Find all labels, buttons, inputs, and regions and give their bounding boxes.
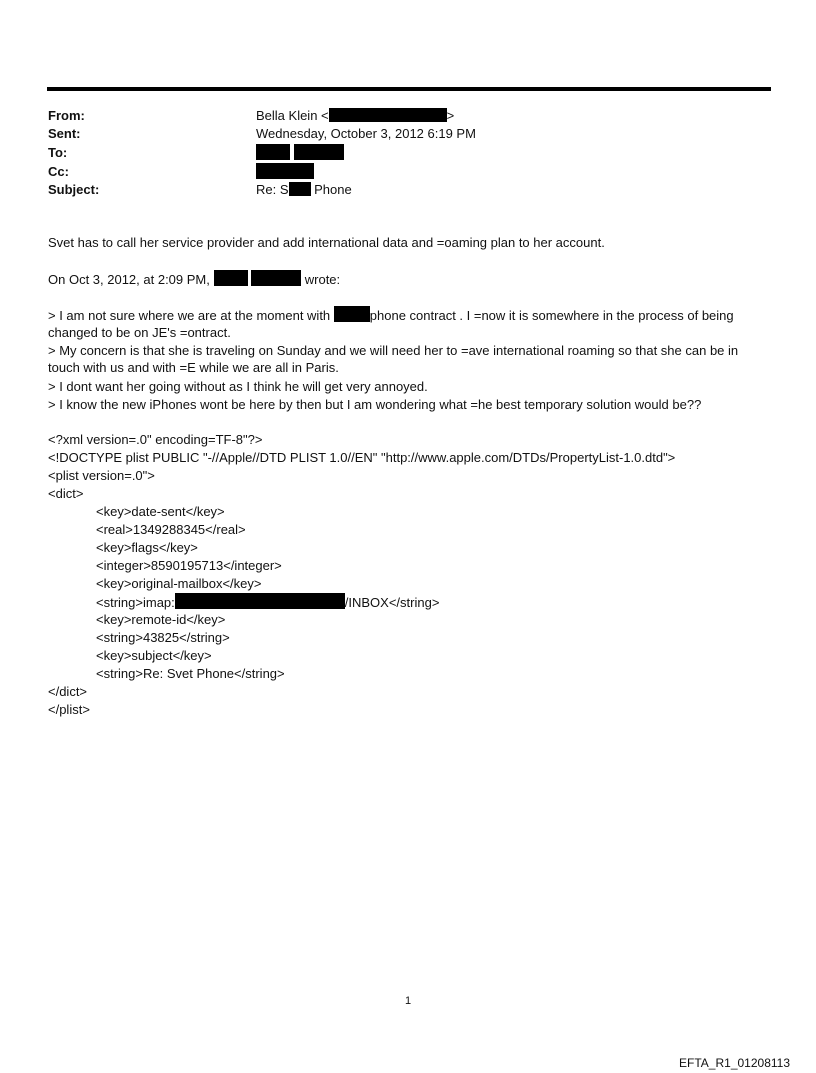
plist-line: <key>remote-id</key>	[96, 612, 226, 627]
document-id: EFTA_R1_01208113	[679, 1056, 790, 1070]
subject-label: Subject:	[48, 182, 100, 197]
header-rule	[47, 87, 771, 91]
to-value	[256, 144, 344, 162]
quote-text: phone contract . I =now it is somewhere in the process of being	[369, 308, 734, 323]
quote-text: > I am not sure where we are at the moment with	[48, 308, 331, 323]
plist-line	[96, 593, 439, 611]
redaction-box	[175, 593, 345, 609]
plist-line: <plist version=.0">	[48, 468, 155, 483]
quote-line	[48, 306, 734, 324]
cc-value	[256, 163, 314, 181]
quote-line: > My concern is that she is traveling on Sunday and we will need her to =ave international roaming so that she can be in touch with us and with =E while we are all in Paris.	[48, 343, 739, 375]
plist-line: </plist>	[48, 702, 90, 717]
quote-intro-date: On Oct 3, 2012, at 2:09 PM,	[48, 272, 210, 287]
quote-intro	[48, 270, 340, 288]
quote-line: > I know the new iPhones wont be here by then but I am wondering what =he best temporary solution would be??	[48, 397, 702, 412]
plist-line: <real>1349288345</real>	[96, 522, 246, 537]
plist-line: <?xml version=.0" encoding=TF-8"?>	[48, 432, 263, 447]
redaction-box	[334, 306, 370, 322]
subject-prefix: Re: S	[256, 182, 289, 197]
redaction-box	[256, 144, 290, 160]
from-label: From:	[48, 108, 85, 123]
plist-line: <key>original-mailbox</key>	[96, 576, 262, 591]
from-close: >	[446, 108, 455, 123]
quote-line: > I dont want her going without as I think he will get very annoyed.	[48, 379, 428, 394]
to-label: To:	[48, 145, 68, 160]
sent-label: Sent:	[48, 126, 81, 141]
quote-line: changed to be on JE's =ontract.	[48, 325, 231, 340]
plist-line: <key>flags</key>	[96, 540, 198, 555]
sent-value: Wednesday, October 3, 2012 6:19 PM	[256, 126, 476, 141]
from-name: Bella Klein <	[256, 108, 329, 123]
body-line: Svet has to call her service provider and add international data and =oaming plan to her account.	[48, 235, 605, 250]
plist-line: <dict>	[48, 486, 84, 501]
plist-line: <string>43825</string>	[96, 630, 230, 645]
redaction-box	[289, 182, 311, 196]
redaction-box	[256, 163, 314, 179]
redaction-box	[294, 144, 344, 160]
plist-line: <key>subject</key>	[96, 648, 212, 663]
plist-line: <integer>8590195713</integer>	[96, 558, 282, 573]
plist-text: <string>imap:	[96, 595, 175, 610]
plist-text: /INBOX</string>	[344, 595, 440, 610]
subject-value	[256, 181, 352, 198]
page-number: 1	[404, 995, 412, 1007]
plist-line: </dict>	[48, 684, 88, 699]
plist-line: <key>date-sent</key>	[96, 504, 225, 519]
redaction-box	[251, 270, 301, 286]
plist-line: <string>Re: Svet Phone</string>	[96, 666, 285, 681]
quote-intro-wrote: wrote:	[304, 272, 341, 287]
from-value	[256, 107, 454, 124]
cc-label: Cc:	[48, 164, 69, 179]
plist-line: <!DOCTYPE plist PUBLIC "-//Apple//DTD PLIST 1.0//EN" "http://www.apple.com/DTDs/PropertyList-1.0.dtd">	[48, 450, 676, 465]
subject-suffix: Phone	[310, 182, 352, 197]
redaction-box	[329, 108, 447, 122]
redaction-box	[214, 270, 248, 286]
